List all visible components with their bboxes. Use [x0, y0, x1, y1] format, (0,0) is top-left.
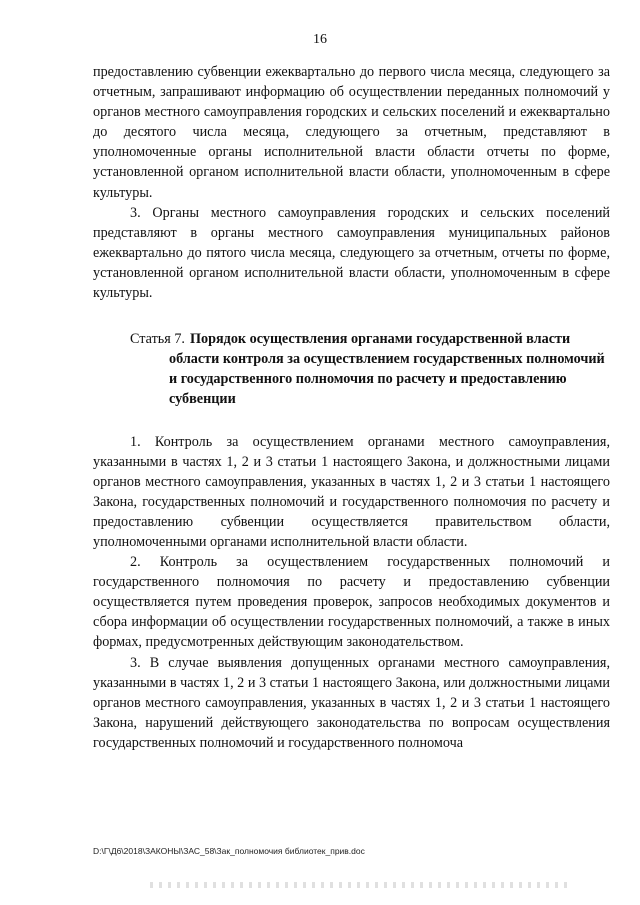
page-number: 16: [313, 32, 327, 47]
paragraph-continuation: предоставлению субвенции ежеквартально до первого числа месяца, следующего за отчетным, запрашивают информацию об осуществлении переданных полномочий у органов местного самоуправления городских и сельских поселений и ежеквартально до десятого числа месяца, следующего за отчетным, представляют в уполномоченные органы исполнительной власти области отчеты по форме, установленной органом исполнительной власти области, уполномоченным в сфере культуры.: [93, 64, 610, 201]
scan-artifact: [150, 882, 570, 888]
paragraph-3: 3. Органы местного самоуправления городских и сельских поселений представляют в органы местного самоуправления муниципальных районов ежеквартально до пятого числа месяца, следующего за отчетным, отчеты по форме, установленной органом исполнительной власти области, уполномоченным в сфере культуры.: [93, 204, 610, 302]
footer-file-path: D:\Г\Д6\2018\ЗАКОНЫ\ЗАС_58\Зак_полномочия библиотек_прив.doc: [93, 846, 365, 856]
article-label: Статья 7.: [130, 331, 185, 348]
article-title-rest: области контроля за осуществлением государственных полномочий и государственного полномочия по расчету и предоставлению субвенции: [169, 351, 605, 408]
article-paragraph-2: 2. Контроль за осуществлением государственных полномочий и государственного полномочия по расчету и предоставлению субвенции осуществляется путем проведения проверок, запросов необходимых документов и сбора информации об осуществлении государственных полномочий, а также в иных формах, предусмотренных действующим законодательством.: [93, 554, 610, 651]
article-title-line-1: Порядок осуществления органами государственной власти: [189, 331, 571, 348]
article-heading: [93, 329, 610, 409]
document-body: [93, 62, 610, 753]
article-paragraph-1: 1. Контроль за осуществлением органами местного самоуправления, указанными в частях 1, 2 и 3 статьи 1 настоящего Закона, и должностными лицами органов местного самоуправления, указанных в частях 1, 2 и 3 статьи 1 настоящего Закона, государственных полномочий и государственного полномочия по расчету и предоставлению субвенции осуществляется правительством области, уполномоченными органами исполнительной власти области.: [93, 433, 610, 550]
article-paragraph-3: 3. В случае выявления допущенных органами местного самоуправления, указанными в частях 1, 2 и 3 статьи 1 настоящего Закона, или должностными лицами органов местного самоуправления, указанных в частях 1, 2 и 3 статьи 1 настоящего Закона, нарушений действующего законодательства по вопросам осуществления государственных полномочий и государственного полномоча: [93, 654, 610, 751]
